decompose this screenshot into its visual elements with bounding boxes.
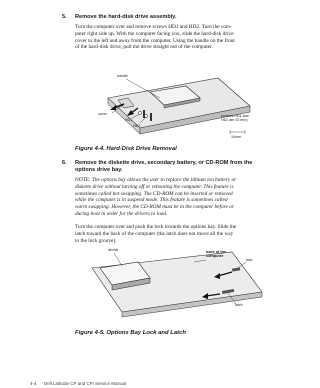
figure-4-4-caption: Figure 4-4. Hard-Disk Drive Removal <box>75 146 177 152</box>
figure-label-hd2: HD2 <box>133 124 141 128</box>
step-6-line: latch toward the back of the computer (the latch does not move all the way <box>75 230 234 237</box>
figure-label-device: device <box>108 248 119 252</box>
note-line: sometimes called hot swapping. The CD-ROM can be inserted or removed <box>75 190 233 197</box>
step-5-line: cover to the left and away from the computer. Using the handle on the front <box>75 37 235 44</box>
step-5-line: Turn the computer over and remove screws HD1 and HD2. Turn the com- <box>75 24 232 30</box>
figure-label-screws-line: (screws HD1 and <box>221 114 249 118</box>
figure-label-back-line: computer <box>206 254 224 259</box>
page-footer: 4-4 Dell Latitude CP and CPi Service Manual <box>30 381 126 386</box>
step-5-line: puter right side up. With the computer facing you, slide the hard-disk drive <box>75 30 234 37</box>
note-text: The options bay allows the user to replace the lithium ion battery or <box>91 177 237 183</box>
step-6-line: to the lock groove). <box>75 237 117 244</box>
figure-label-scale: 10mm <box>231 135 241 139</box>
figure-label-back-of-computer <box>206 250 226 259</box>
step-5-line: of the hard-disk drive, pull the drive straight out of the computer. <box>75 44 213 51</box>
device-leader <box>114 253 122 266</box>
note-label: NOTE: <box>75 177 91 183</box>
note-line: diskette drive without turning off or rebooting the computer. This feature is <box>75 183 234 190</box>
note-line: during boot in order for the drivers to load. <box>75 210 168 217</box>
step-6-line: Turn the computer over and push the lock towards the options bay. Slide the <box>75 224 237 230</box>
step-6-heading-line: Remove the diskette drive, secondary battery, or CD-ROM from the <box>75 160 253 166</box>
figure-label-back-line: back of the <box>206 250 227 254</box>
note-line: warm swapping. However, the CD-ROM must be in the computer before or <box>75 204 234 210</box>
figure-4-5-caption: Figure 4-5. Options Bay Lock and Latch <box>75 330 186 336</box>
figure-label-screws-line: HD2 are 10 mm) <box>221 118 248 123</box>
figure-label-hd1: HD1 <box>125 118 133 122</box>
figure-label-handle: handle <box>117 74 128 78</box>
note-line: while the computer is in suspend mode. This feature is sometimes called <box>75 197 228 204</box>
figure-label-lock: lock <box>246 258 253 262</box>
step-6-number: 6. <box>62 160 67 166</box>
figure-label-cover: cover <box>98 112 107 116</box>
figure-label-latch: latch <box>235 303 243 307</box>
step-5-number: 5. <box>62 14 67 20</box>
step-6-heading-line: options drive bay. <box>75 166 123 173</box>
step-5-heading: Remove the hard-disk drive assembly. <box>75 14 177 20</box>
